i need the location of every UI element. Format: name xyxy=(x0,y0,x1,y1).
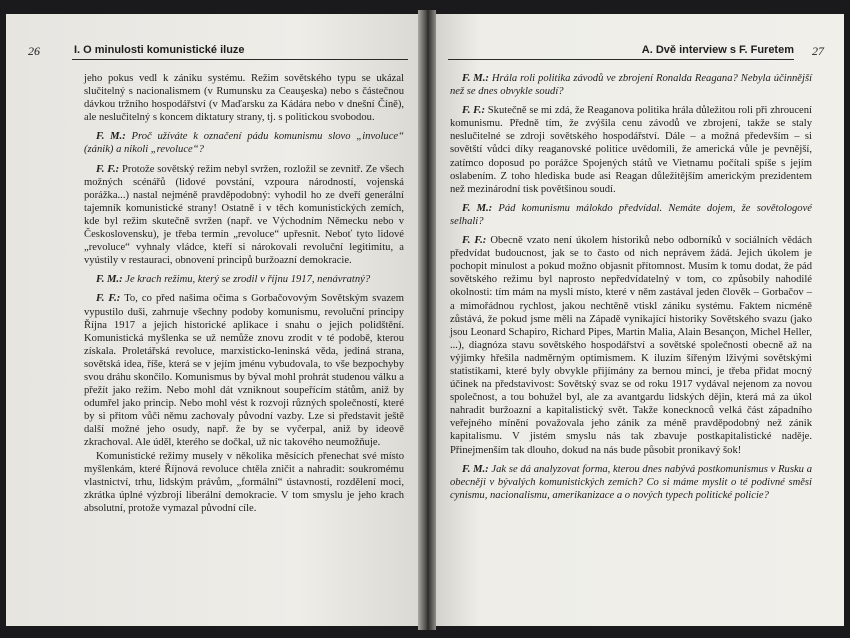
question-paragraph: F. M.: Proč užíváte k označení pádu komunismu slovo „involuce“ (zánik) a nikoli „revoluce“? xyxy=(84,131,405,156)
page-number: 27 xyxy=(812,44,824,58)
answer-paragraph: F. F.: Obecně vzato není úkolem historiků nebo odborníků v sociálních vědách předvídat budoucnost, jak se to často od nich neprávem žádá. Jejich úkolem je pochopit minulost a pokud možno objasnit přítomnost. Musím k tomu dodat, že pád sovětského režimu byl naprosto nepředvídatelný v tom, co způsobily nahodilé okolnosti: tím mám na mysli místo, které v něm zastával jeden člověk – Gorbačov – a mimořádnou rychlost, jakou nechtěně vtiskl zániku systému. Faktem nicméně zůstává, že pokud jsme měli na Západě vynikající historiky Sovětského svazu (jako jsou Leonard Schapiro, Richard Pipes, Martin Malia, Alain Besançon, Michel Heller, ...), diagnóza stavu sovětského hospodářství a sovětské společnosti obecně až na výjimky hřešila nadměrným optimismem. K iluzím šířeným lživými sovětskými statistikami, které byly obvykle přijímány za bernou minci, je třeba přidat mocný účinek na představivost: Sovětský svaz se od roku 1917 vydával nejenom za novou společnost, a tou bohužel byl, ale za avantgardu lidských dějin, která má za úkol nahradit buržoazní a kapitalistický svět. Takže konecknoců velká část západního veřejného mínění považovala jeho zánik za méně pravděpodobný než zánik kapitalismu. V jistém smyslu nás tak zbavuje postkapitalistické naděje. Přinejmenším tak dlouho, dokud na nás bude působit pronikavý šok! xyxy=(450,235,812,456)
page-number: 26 xyxy=(28,44,40,58)
left-page xyxy=(6,14,426,626)
answer-paragraph: F. F.: To, co před našima očima s Gorbačovovým Sovětským svazem vypustilo duši, zahrnuje všechny podoby komunismu, revoluční principy Října 1917 a jejich historické aplikace i snahu o jejich polidštění. Komunistická myšlenka se už nemůže znovu zrodit v té podobě, kterou získala. Proletářská revoluce, marxisticko-leninská věda, jediná strana, sovětská idea, říše, která se v jejím jménu vybudovala, to vše bezpochyby svou dráhu skončilo. Komunismus by býval mohl prohrát studenou válku a přežít jako režim. Nebo mohl dát vzniknout soupeřícím státům, aniž by odumřel jako princip. Nebo mohl vést k rozvoji různých společností, které by si přitom vůči němu zachovaly původní vazby. Lze si představit ještě další možné jeho osudy, např. že by se vyčerpal, aniž by ideově zkrachoval. Ale úděl, kterého se dočkal, už nic takového neumožňuje. xyxy=(84,293,404,449)
answer-paragraph: F. F.: Skutečně se mi zdá, že Reaganova politika hrála důležitou roli při zhroucení komunismu. Předně tím, že zvýšila cenu závodů ve zbrojení, takže se staly neslučitelné se zdroji sovětského hospodářství. Dále – a možná především – si sovětští vůdci díky reaganovské politice uvědomili, že americká vůle je pevnější, zatímco doposud po porážce Spojených států ve Vietnamu počítali spíše s jejím oslabením. Z toho hlediska bude asi Reagan důležitějším americkým prezidentem než mezinárodní tisk povětšinou soudí. xyxy=(450,105,812,195)
answer-paragraph: F. F.: Protože sovětský režim nebyl svržen, rozložil se zevnitř. Ze všech možných scénářů (lidové povstání, vzpoura národností, vojenská porážka...) nastal nejméně pravděpodobný: vyhodil ho ze dveří generální tajemník komunistické strany! Ostatně i v těch komunistických zemích, kde byl režim skutečně svržen (např. ve Východním Německu nebo v Československu), je třeba termín „revoluce“ upřesnit. Neboť tyto lidové „revoluce“ vyhnaly vládce, kteří si nárokovali revoluční legitimitu, a vyústily v restauraci, obnovení principů buržoazní demokracie. xyxy=(84,163,404,267)
paragraph: jeho pokus vedl k zániku systému. Režim sovětského typu se ukázal slučitelný s nacionalismem (v Rumunsku za Ceauşeska) nebo s částečnou dávkou tržního hospodářství (v Maďarsku za Kádára nebo v dnešní Číně), ale neslučitelný s koncem diktatury strany, tj. s politickou svobodou. xyxy=(84,73,404,124)
chapter-title: A. Dvě interview s F. Furetem xyxy=(641,44,794,56)
right-page xyxy=(430,14,844,626)
left-body-text xyxy=(84,72,404,515)
book-gutter xyxy=(418,10,436,630)
header-rule xyxy=(448,59,794,60)
right-running-header xyxy=(448,44,824,64)
question-paragraph: F. M.: Pád komunismu málokdo předvídal. Nemáte dojem, že sovětologové selhali? xyxy=(450,202,812,227)
left-running-header xyxy=(28,44,412,64)
chapter-title: I. O minulosti komunistické iluze xyxy=(74,44,245,56)
header-rule xyxy=(72,59,408,60)
question-paragraph: F. M.: Hrála roli politika závodů ve zbrojení Ronalda Reagana? Nebyla účinnější než se dnes obvykle soudí? xyxy=(450,73,813,98)
question-paragraph: F. M.: Je krach režimu, který se zrodil v říjnu 1917, nenávratný? xyxy=(96,274,371,286)
paragraph: Komunistické režimy musely v několika měsících přenechat své místo myšlenkám, které Říjnová revoluce chtěla zničit a nahradit: soukromému vlastnictví, trhu, lidským právům, „formální“ ústavnosti, rozdělení moci, zkrátka úplné výzbroji liberální demokracie. V tom smyslu je jeho krach absolutní, protože vymazal původní cíle. xyxy=(84,450,404,514)
right-body-text xyxy=(450,72,812,502)
question-paragraph: F. M.: Jak se dá analyzovat forma, kterou dnes nabývá postkomunismus v Rusku a obecněji v bývalých komunistických zemích? Co si máme myslit o té podivné směsi cynismu, nacionalismu, amerikanizace a o nových typech politické policie? xyxy=(450,463,812,501)
